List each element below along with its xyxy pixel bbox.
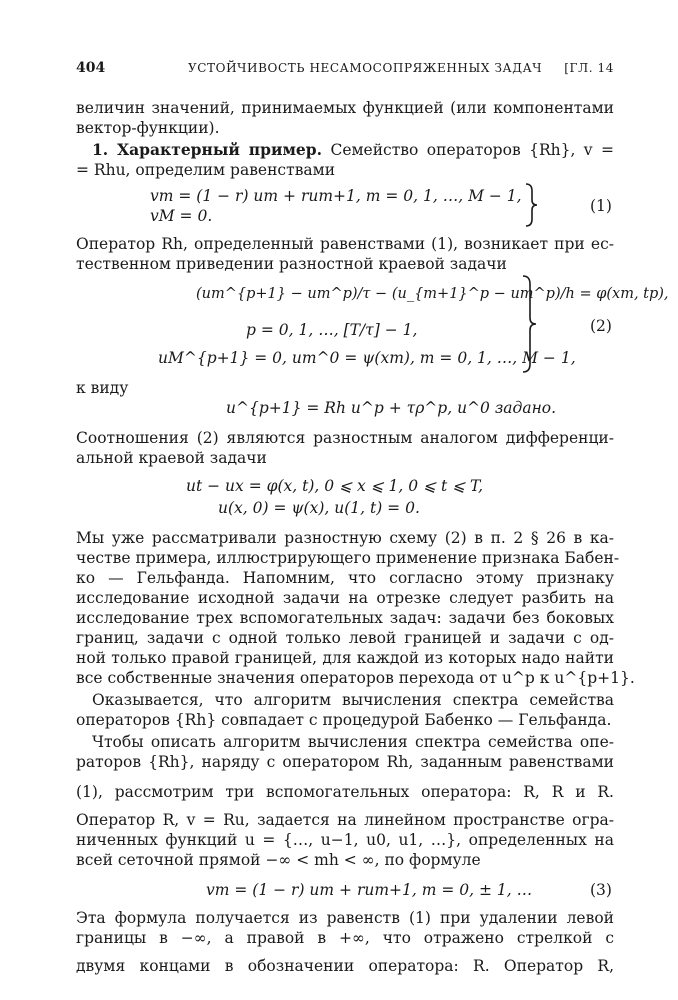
- text-line: альной краевой задачи: [76, 449, 267, 467]
- text-line: границ, задачи с одной только левой границей и задачи с од-: [76, 629, 614, 647]
- text-line: (1), рассмотрим три вспомогательных оператора: R, R и R.: [76, 783, 614, 801]
- running-header: [76, 60, 614, 82]
- equation-2-brace: [520, 274, 540, 374]
- section-heading-line: [92, 140, 614, 160]
- text-line: исследование трех вспомогательных задач: задачи без боковых: [76, 609, 614, 627]
- text-line: к виду: [76, 379, 129, 397]
- equation-2-line-1: (um^{p+1} − um^p)/τ − (u_{m+1}^p − um^p)/h = φ(xm, tp),: [196, 286, 669, 302]
- running-title: УСТОЙЧИВОСТЬ НЕСАМОСОПРЯЖЕННЫХ ЗАДАЧ: [188, 61, 543, 75]
- text-line: раторов {Rh}, наряду с оператором Rh, заданным равенствами: [76, 753, 614, 771]
- text-line: Мы уже рассматривали разностную схему (2) в п. 2 § 26 в ка-: [76, 529, 614, 547]
- text-line: Семейство операторов {Rh}, v =: [330, 141, 614, 159]
- equation-1-line-1: vm = (1 − r) um + rum+1, m = 0, 1, …, M − 1,: [150, 187, 522, 205]
- equation-2-number: (2): [590, 317, 612, 335]
- text-line: все собственные значения операторов перехода от u^p к u^{p+1}.: [76, 669, 635, 687]
- section-heading: 1. Характерный пример.: [92, 140, 323, 159]
- text-line: вектор-функции).: [76, 119, 220, 137]
- text-line: Эта формула получается из равенств (1) при удалении левой: [76, 909, 614, 927]
- text-line: Чтобы описать алгоритм вычисления спектра семейства опе-: [92, 733, 614, 751]
- text-line: всей сеточной прямой −∞ < mh < ∞, по формуле: [76, 851, 481, 869]
- equation-3-number: (3): [590, 881, 612, 899]
- equation-1-brace: [522, 182, 542, 228]
- equation-3: vm = (1 − r) um + rum+1, m = 0, ± 1, …: [206, 881, 533, 899]
- text-line: операторов {Rh} совпадает с процедурой Бабенко — Гельфанда.: [76, 711, 612, 729]
- text-line: тественном приведении разностной краевой задачи: [76, 255, 507, 273]
- text-line: = Rhu, определим равенствами: [76, 161, 336, 179]
- text-line: Оказывается, что алгоритм вычисления спектра семейства: [92, 691, 614, 709]
- text-line: ко — Гельфанда. Напомним, что согласно этому признаку: [76, 569, 614, 587]
- equation-2-line-2: p = 0, 1, …, [T/τ] − 1,: [246, 321, 418, 339]
- text-line: границы в −∞, а правой в +∞, что отражено стрелкой с: [76, 929, 614, 947]
- text-line: ной только правой границей, для каждой из которых надо найти: [76, 649, 614, 667]
- equation-continuous-2: u(x, 0) = ψ(x), u(1, t) = 0.: [218, 499, 420, 517]
- equation-2-line-3: uM^{p+1} = 0, um^0 = ψ(xm), m = 0, 1, …, M − 1,: [158, 349, 576, 367]
- equation-continuous-1: ut − ux = φ(x, t), 0 ⩽ x ⩽ 1, 0 ⩽ t ⩽ T,: [186, 477, 484, 495]
- equation-1-number: (1): [590, 197, 612, 215]
- text-line: Оператор Rh, определенный равенствами (1), возникает при ес-: [76, 235, 614, 253]
- text-line: ниченных функций u = {…, u−1, u0, u1, …}, определенных на: [76, 831, 614, 849]
- chapter-label: [ГЛ. 14: [564, 61, 614, 75]
- page-number: 404: [76, 60, 106, 76]
- text-line: честве примера, иллюстрирующего применение признака Бабен-: [76, 549, 620, 567]
- text-line: Оператор R, v = Ru, задается на линейном пространстве огра-: [76, 811, 614, 829]
- text-line: двумя концами в обозначении оператора: R. Оператор R,: [76, 957, 614, 975]
- text-line: Соотношения (2) являются разностным аналогом дифференци-: [76, 429, 614, 447]
- text-line: исследование исходной задачи на отрезке следует разбить на: [76, 589, 614, 607]
- equation-view: u^{p+1} = Rh u^p + τρ^p, u^0 задано.: [226, 399, 557, 417]
- text-line: величин значений, принимаемых функцией (или компонентами: [76, 99, 614, 117]
- equation-1-line-2: vM = 0.: [150, 207, 213, 225]
